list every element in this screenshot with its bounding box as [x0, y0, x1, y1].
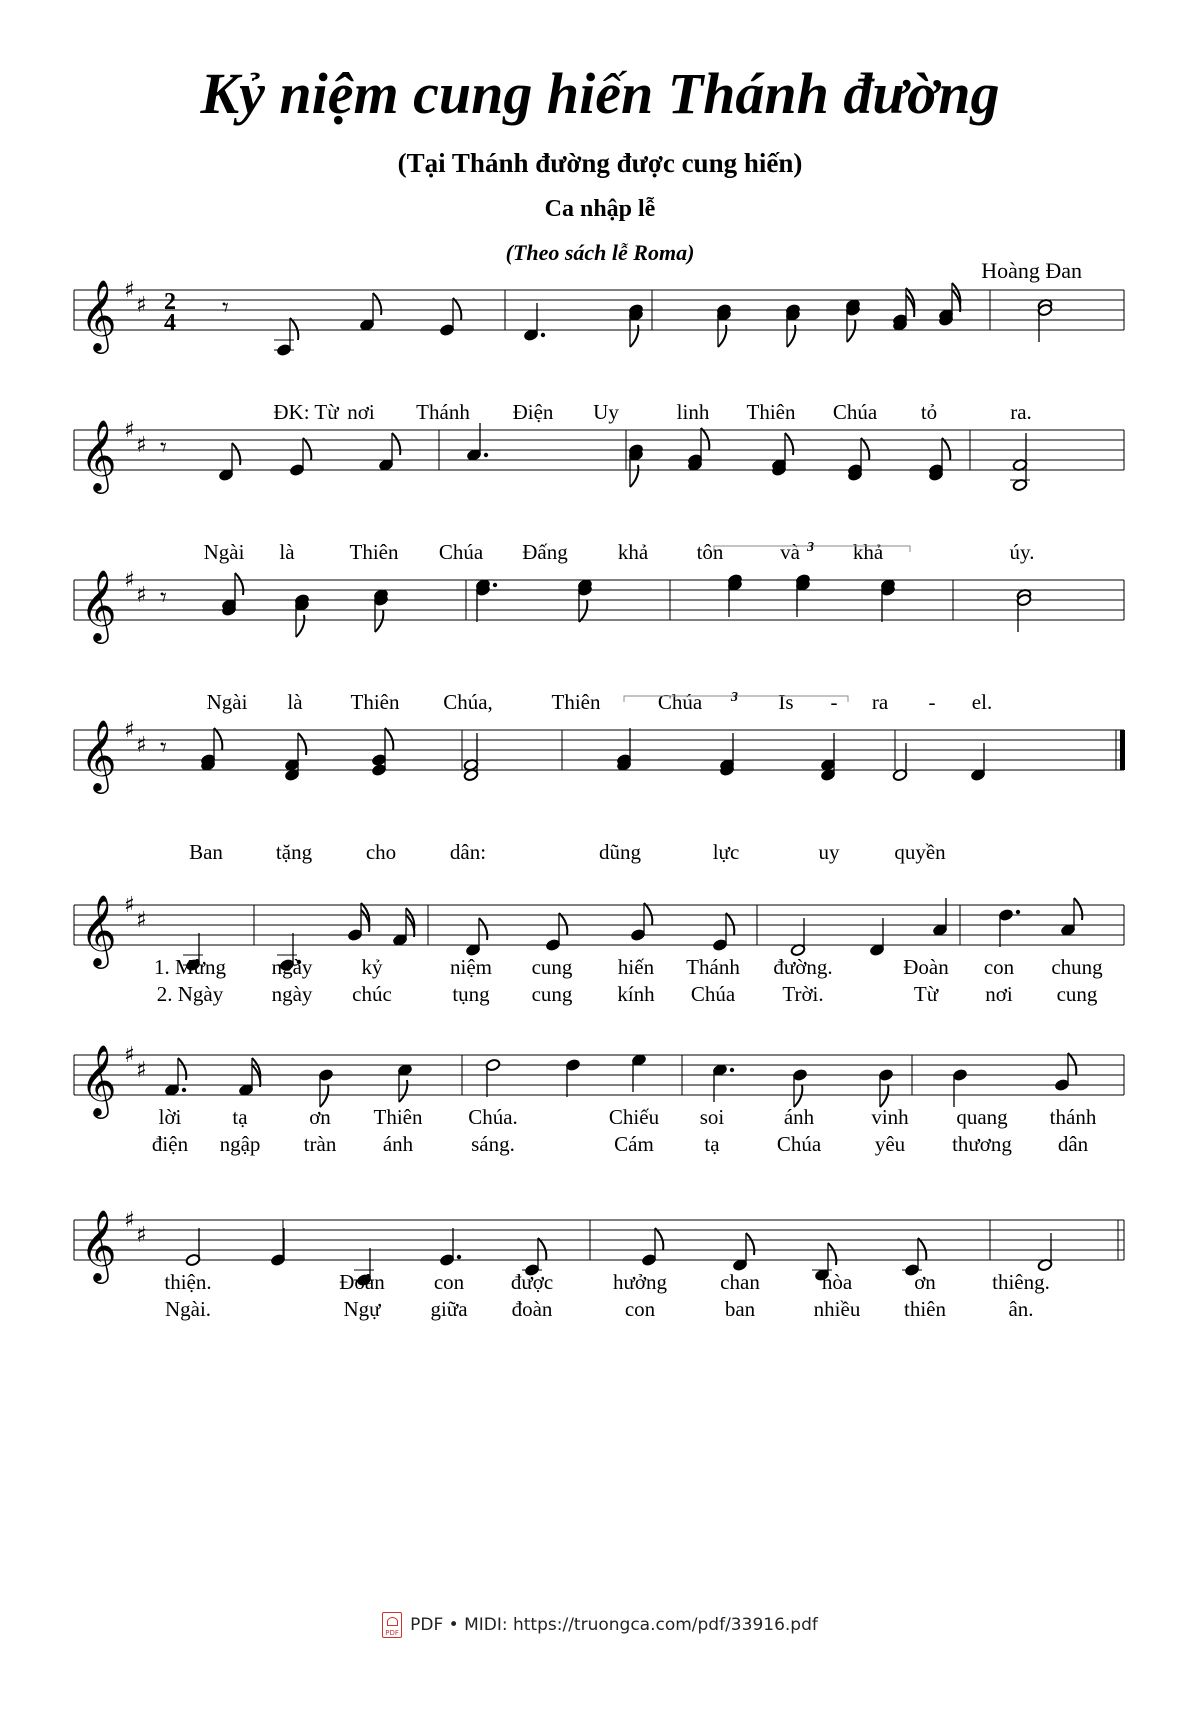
lyric-syllable: khả	[617, 540, 649, 564]
note-flag	[559, 913, 567, 935]
lyric-syllable: Is	[778, 690, 794, 714]
sharp-icon: ♯	[136, 908, 147, 933]
sharp-icon: ♯	[136, 293, 147, 318]
sharp-icon: ♯	[136, 583, 147, 608]
augmentation-dot	[457, 1255, 461, 1259]
lyric-syllable: Chúa	[832, 400, 878, 424]
lyric-syllable: 1. Mừng	[153, 955, 227, 979]
note-flag	[746, 1233, 754, 1255]
eighth-rest-icon: 𝄾	[160, 583, 167, 613]
note-flag	[644, 903, 652, 925]
note-flag	[787, 325, 795, 347]
composer-name: Hoàng Đan	[981, 258, 1082, 283]
eighth-rest-icon: 𝄾	[222, 293, 229, 323]
lyric-syllable: Chúa	[776, 1132, 822, 1156]
staff-system-1	[0, 250, 1200, 380]
note-flag	[861, 438, 869, 460]
lyric-syllable: hiến	[617, 955, 655, 979]
lyric-syllable: tạ	[232, 1105, 248, 1129]
lyric-syllable: 2. Ngày	[156, 982, 224, 1006]
lyric-syllable: quang	[956, 1105, 1008, 1129]
sharp-icon: ♯	[124, 418, 135, 443]
treble-clef-icon: 𝄞	[80, 278, 117, 351]
treble-clef-icon: 𝄞	[80, 418, 117, 491]
triplet-number: 3	[807, 540, 814, 555]
lyric-syllable: Thánh	[416, 400, 470, 424]
lyric-syllable: là	[279, 540, 295, 564]
note-flag	[655, 1228, 663, 1250]
note-flag	[296, 615, 304, 637]
note-flag	[178, 1058, 186, 1080]
song-subtitle: (Tại Thánh đường được cung hiến)	[397, 148, 803, 178]
lyric-syllable: dũng	[599, 840, 641, 864]
sharp-icon: ♯	[124, 278, 135, 303]
lyric-syllable: thiên	[904, 1297, 946, 1321]
sharp-icon: ♯	[124, 718, 135, 743]
lyric-syllable: kỷ	[361, 955, 383, 979]
lyric-syllable: được	[510, 1270, 554, 1294]
note-flag	[718, 325, 726, 347]
lyric-syllable: cung	[1056, 982, 1098, 1006]
pdf-file-icon: PDF	[382, 1612, 402, 1638]
note-flag	[214, 728, 222, 750]
treble-clef-icon: 𝄞	[80, 1043, 117, 1116]
liturgical-occasion: Ca nhập lễ	[544, 196, 656, 222]
final-barline	[1120, 730, 1125, 770]
note-flag	[847, 320, 855, 342]
lyric-syllable: Chúa	[657, 690, 703, 714]
lyric-syllable: ân.	[1008, 1297, 1034, 1321]
lyric-syllable: Ngài	[206, 690, 248, 714]
lyric-syllable: ra	[871, 690, 889, 714]
note-flag	[880, 1085, 888, 1107]
lyric-syllable: cung	[531, 982, 573, 1006]
treble-clef-icon: 𝄞	[80, 1208, 117, 1281]
lyric-syllable: con	[433, 1270, 465, 1294]
lyric-syllable: thiêng.	[992, 1270, 1050, 1294]
lyric-syllable: tặng	[275, 840, 313, 864]
lyric-syllable: ơn	[309, 1105, 331, 1129]
lyric-syllable: Chúa	[690, 982, 736, 1006]
staff-system-2	[0, 390, 1200, 520]
lyric-syllable: Ngự	[343, 1297, 381, 1321]
lyric-syllable: Thánh	[686, 955, 740, 979]
footer-text: PDF • MIDI: https://truongca.com/pdf/33916.pdf	[410, 1615, 818, 1635]
lyric-syllable: lực	[712, 840, 740, 864]
sharp-icon: ♯	[124, 1208, 135, 1233]
lyric-syllable: dân:	[449, 840, 487, 864]
note-flag	[726, 913, 734, 935]
lyric-syllable: tỏ	[920, 400, 938, 424]
lyric-syllable: Đấng	[522, 540, 568, 564]
note-flag	[828, 1243, 836, 1265]
lyric-syllable: Chúa.	[468, 1105, 518, 1129]
note-flag	[235, 573, 243, 595]
lyric-syllable: chúc	[352, 982, 392, 1006]
staff-system-4	[0, 690, 1200, 820]
augmentation-dot	[730, 1068, 734, 1072]
lyric-syllable: ánh	[783, 1105, 815, 1129]
note-flag	[785, 433, 793, 455]
augmentation-dot	[541, 333, 545, 337]
lyric-syllable: cung	[531, 955, 573, 979]
treble-clef-icon: 𝄞	[80, 718, 117, 791]
note-flag	[290, 318, 298, 340]
lyric-syllable: là	[287, 690, 303, 714]
lyric-syllable: -	[830, 690, 838, 714]
lyric-syllable: Từ	[913, 982, 939, 1006]
lyric-syllable: Thiên	[373, 1105, 423, 1129]
lyric-syllable: tràn	[303, 1132, 337, 1156]
lyric-syllable: Điện	[512, 400, 554, 424]
lyric-syllable: Ngài.	[164, 1297, 212, 1321]
note-flag	[579, 600, 587, 622]
lyric-syllable: uy	[818, 840, 840, 864]
lyric-syllable: tạ	[704, 1132, 720, 1156]
lyric-syllable: Chúa,	[443, 690, 493, 714]
lyric-syllable: nơi	[985, 982, 1013, 1006]
lyric-syllable: linh	[676, 400, 710, 424]
augmentation-dot	[493, 583, 497, 587]
lyric-syllable: Đoàn	[903, 955, 949, 979]
lyric-syllable: giữa	[430, 1297, 468, 1321]
sharp-icon: ♯	[124, 893, 135, 918]
time-signature-top: 2	[164, 289, 176, 315]
note-flag	[298, 733, 306, 755]
note-flag	[630, 465, 638, 487]
lyric-syllable: Thiên	[551, 690, 601, 714]
lyric-syllable: nơi	[347, 400, 375, 424]
lyric-syllable: quyền	[894, 840, 946, 864]
lyric-syllable: yêu	[874, 1132, 906, 1156]
lyric-syllable: thánh	[1049, 1105, 1097, 1129]
lyric-syllable: con	[624, 1297, 656, 1321]
lyric-syllable: thương	[952, 1132, 1012, 1156]
song-title: Kỷ niệm cung hiến Thánh đường	[200, 61, 1000, 126]
lyric-syllable: và	[780, 540, 800, 564]
lyric-syllable: Chúa	[438, 540, 484, 564]
lyric-syllable: Ngài	[203, 540, 245, 564]
sharp-icon: ♯	[136, 1058, 147, 1083]
lyric-syllable: đường.	[773, 955, 833, 979]
note-flag	[453, 298, 461, 320]
note-flag	[1068, 1053, 1076, 1075]
eighth-rest-icon: 𝄾	[160, 433, 167, 463]
lyric-syllable: kính	[617, 982, 655, 1006]
lyric-syllable: ánh	[382, 1132, 414, 1156]
note-flag	[942, 438, 950, 460]
lyric-syllable: soi	[699, 1105, 725, 1129]
lyric-syllable: ngày	[271, 982, 313, 1006]
augmentation-dot	[484, 453, 488, 457]
note-flag	[399, 1080, 407, 1102]
note-flag	[320, 1085, 328, 1107]
lyric-syllable: sáng.	[471, 1132, 515, 1156]
sharp-icon: ♯	[136, 1223, 147, 1248]
sharp-icon: ♯	[136, 733, 147, 758]
lyric-syllable: Trời.	[782, 982, 824, 1006]
note-flag	[1074, 898, 1082, 920]
lyric-syllable: lời	[158, 1105, 182, 1129]
treble-clef-icon: 𝄞	[80, 893, 117, 966]
note-flag	[232, 443, 240, 465]
note-flag	[538, 1238, 546, 1260]
lyric-syllable: Đoàn	[339, 1270, 385, 1294]
note-flag	[392, 433, 400, 455]
lyric-syllable: Cám	[614, 1132, 654, 1156]
note-flag	[630, 325, 638, 347]
note-flag	[918, 1238, 926, 1260]
lyric-syllable: dân	[1057, 1132, 1089, 1156]
lyric-syllable: Uy	[593, 400, 619, 424]
time-signature-bottom: 4	[164, 310, 176, 336]
augmentation-dot	[182, 1088, 186, 1092]
lyric-syllable: tụng	[452, 982, 490, 1006]
staff-system-3	[0, 540, 1200, 670]
lyric-syllable: nhiều	[813, 1297, 861, 1321]
lyric-syllable: Ban	[189, 840, 223, 864]
note-flag	[479, 918, 487, 940]
lyric-syllable: tôn	[696, 540, 724, 564]
sharp-icon: ♯	[124, 568, 135, 593]
lyric-syllable: hưởng	[613, 1270, 667, 1294]
lyric-syllable: ĐK: Từ	[273, 400, 339, 424]
lyric-syllable: Chiếu	[608, 1105, 660, 1129]
lyric-syllable: ơn	[914, 1270, 936, 1294]
note-flag	[794, 1085, 802, 1107]
lyric-syllable: vinh	[871, 1105, 909, 1129]
lyric-syllable: chan	[720, 1270, 760, 1294]
lyric-syllable: Thiên	[746, 400, 796, 424]
lyric-syllable: khả	[852, 540, 884, 564]
lyric-syllable: đoàn	[511, 1297, 553, 1321]
lyric-syllable: -	[928, 690, 936, 714]
lyric-syllable: Thiên	[350, 690, 400, 714]
triplet-number: 3	[731, 690, 738, 705]
lyric-syllable: niệm	[450, 955, 492, 979]
note-flag	[375, 610, 383, 632]
note-flag	[303, 438, 311, 460]
treble-clef-icon: 𝄞	[80, 568, 117, 641]
note-flag	[385, 728, 393, 750]
sharp-icon: ♯	[136, 433, 147, 458]
lyric-syllable: điện	[151, 1132, 189, 1156]
sharp-icon: ♯	[124, 1043, 135, 1068]
lyric-syllable: con	[983, 955, 1015, 979]
lyric-syllable: Thiên	[349, 540, 399, 564]
note-flag	[701, 428, 709, 450]
eighth-rest-icon: 𝄾	[160, 733, 167, 763]
lyric-syllable: hòa	[821, 1270, 853, 1294]
footer-link[interactable]	[0, 1612, 1200, 1638]
lyric-syllable: ngập	[219, 1132, 261, 1156]
lyric-syllable: ngày	[271, 955, 313, 979]
lyric-syllable: ban	[724, 1297, 756, 1321]
augmentation-dot	[1016, 910, 1020, 914]
lyric-syllable: thiện.	[164, 1270, 212, 1294]
lyric-syllable: chung	[1051, 955, 1103, 979]
lyric-syllable: úy.	[1009, 540, 1035, 564]
source-note: (Theo sách lễ Roma)	[505, 240, 695, 265]
lyric-syllable: el.	[971, 690, 993, 714]
lyric-syllable: ra.	[1010, 400, 1032, 424]
lyric-syllable: cho	[365, 840, 397, 864]
note-flag	[373, 293, 381, 315]
